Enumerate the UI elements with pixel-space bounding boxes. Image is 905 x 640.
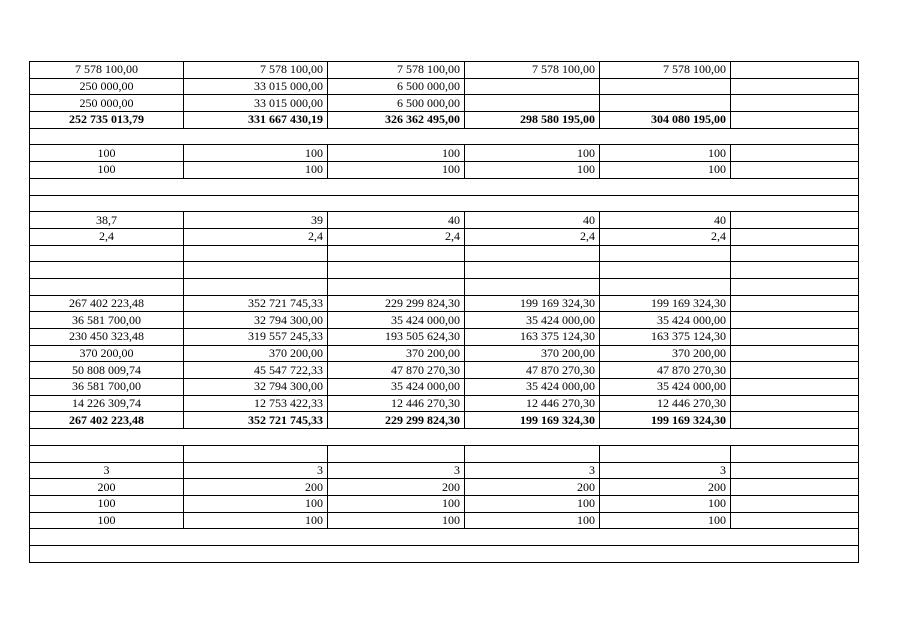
table-cell: 12 446 270,30 <box>465 395 600 412</box>
table-row <box>30 78 859 95</box>
table-row <box>30 379 859 396</box>
table-cell: 7 578 100,00 <box>328 62 465 79</box>
table-row <box>30 178 859 195</box>
table-row <box>30 95 859 112</box>
table-cell <box>465 278 600 295</box>
table-cell: 3 <box>465 462 600 479</box>
table-cell <box>465 245 600 262</box>
table-cell: 100 <box>600 512 731 529</box>
table-cell: 47 870 270,30 <box>465 362 600 379</box>
table-cell <box>731 62 859 79</box>
table-cell: 14 226 309,74 <box>30 395 184 412</box>
table-cell: 100 <box>600 145 731 162</box>
table-total-cell: 199 169 324,30 <box>465 412 600 429</box>
table-cell: 200 <box>30 479 184 496</box>
table-cell: 100 <box>30 495 184 512</box>
table-cell <box>731 295 859 312</box>
table-cell: 100 <box>600 495 731 512</box>
table-cell: 35 424 000,00 <box>600 379 731 396</box>
table-spacer-cell <box>30 545 859 562</box>
table-cell: 100 <box>465 495 600 512</box>
table-row <box>30 262 859 279</box>
table-total-cell <box>731 412 859 429</box>
table-cell <box>600 278 731 295</box>
table-cell: 193 505 624,30 <box>328 329 465 346</box>
table-cell: 47 870 270,30 <box>600 362 731 379</box>
table-cell: 267 402 223,48 <box>30 295 184 312</box>
table-total-cell <box>731 112 859 129</box>
table-cell <box>465 262 600 279</box>
table-cell <box>731 362 859 379</box>
table-row <box>30 362 859 379</box>
table-cell: 2,4 <box>184 228 328 245</box>
table-total-cell: 229 299 824,30 <box>328 412 465 429</box>
table-cell: 35 424 000,00 <box>465 312 600 329</box>
table-cell <box>731 212 859 229</box>
table-row <box>30 145 859 162</box>
table-cell: 100 <box>600 162 731 179</box>
table-cell <box>184 262 328 279</box>
table-cell <box>731 512 859 529</box>
table-cell <box>30 245 184 262</box>
table-cell: 35 424 000,00 <box>465 379 600 396</box>
table-total-cell: 304 080 195,00 <box>600 112 731 129</box>
table-total-cell: 267 402 223,48 <box>30 412 184 429</box>
table-cell <box>731 95 859 112</box>
table-cell: 2,4 <box>600 228 731 245</box>
table-cell <box>184 245 328 262</box>
table-cell: 200 <box>465 479 600 496</box>
table-row <box>30 412 859 429</box>
table-spacer-cell <box>30 128 859 145</box>
table-cell <box>465 78 600 95</box>
table-cell: 12 446 270,30 <box>328 395 465 412</box>
table-cell <box>600 95 731 112</box>
table-row <box>30 479 859 496</box>
table-cell <box>30 262 184 279</box>
table-cell: 200 <box>328 479 465 496</box>
table-cell: 35 424 000,00 <box>600 312 731 329</box>
table-spacer-cell <box>30 195 859 212</box>
table-cell: 100 <box>328 145 465 162</box>
table-cell <box>731 245 859 262</box>
table-spacer-cell <box>30 178 859 195</box>
table-cell: 33 015 000,00 <box>184 78 328 95</box>
table-cell <box>731 395 859 412</box>
table-cell <box>328 445 465 462</box>
table-cell <box>731 479 859 496</box>
table-cell: 370 200,00 <box>184 345 328 362</box>
table-row <box>30 345 859 362</box>
table-cell: 199 169 324,30 <box>465 295 600 312</box>
table-cell <box>328 262 465 279</box>
table-cell: 50 808 009,74 <box>30 362 184 379</box>
table-cell: 2,4 <box>465 228 600 245</box>
table-cell: 100 <box>328 512 465 529</box>
table-cell <box>731 78 859 95</box>
table-row <box>30 195 859 212</box>
table-row <box>30 62 859 79</box>
table-row <box>30 245 859 262</box>
table-row <box>30 462 859 479</box>
table-cell: 6 500 000,00 <box>328 78 465 95</box>
table-cell: 100 <box>328 162 465 179</box>
table-cell: 32 794 300,00 <box>184 379 328 396</box>
table-cell: 250 000,00 <box>30 78 184 95</box>
table-total-cell: 252 735 013,79 <box>30 112 184 129</box>
table-cell: 370 200,00 <box>465 345 600 362</box>
table-cell: 100 <box>30 162 184 179</box>
table-row <box>30 445 859 462</box>
table-cell: 3 <box>328 462 465 479</box>
table-cell: 163 375 124,30 <box>465 329 600 346</box>
table-row <box>30 128 859 145</box>
table-cell: 229 299 824,30 <box>328 295 465 312</box>
table-cell <box>731 462 859 479</box>
table-total-cell: 352 721 745,33 <box>184 412 328 429</box>
table-cell <box>731 228 859 245</box>
table-row <box>30 112 859 129</box>
table-cell: 3 <box>184 462 328 479</box>
table-cell: 352 721 745,33 <box>184 295 328 312</box>
table-cell: 100 <box>30 512 184 529</box>
financial-table <box>29 61 859 563</box>
table-cell <box>731 145 859 162</box>
table-total-cell: 331 667 430,19 <box>184 112 328 129</box>
table-cell: 2,4 <box>328 228 465 245</box>
table-cell: 100 <box>184 145 328 162</box>
table-cell <box>731 329 859 346</box>
table-total-cell: 298 580 195,00 <box>465 112 600 129</box>
table-cell <box>600 262 731 279</box>
table-cell <box>731 495 859 512</box>
table-cell: 100 <box>184 512 328 529</box>
table-row <box>30 429 859 446</box>
table-cell: 100 <box>465 145 600 162</box>
table-cell <box>731 262 859 279</box>
table-body <box>30 62 859 563</box>
table-cell <box>328 245 465 262</box>
table-cell: 100 <box>184 162 328 179</box>
table-cell: 36 581 700,00 <box>30 379 184 396</box>
table-cell: 47 870 270,30 <box>328 362 465 379</box>
table-cell <box>30 278 184 295</box>
table-cell <box>30 445 184 462</box>
table-cell: 7 578 100,00 <box>600 62 731 79</box>
table-cell: 3 <box>600 462 731 479</box>
table-row <box>30 295 859 312</box>
table-cell: 370 200,00 <box>30 345 184 362</box>
table-spacer-cell <box>30 429 859 446</box>
table-row <box>30 329 859 346</box>
table-cell: 100 <box>465 162 600 179</box>
table-row <box>30 228 859 245</box>
table-cell <box>731 312 859 329</box>
table-cell: 200 <box>184 479 328 496</box>
table-cell <box>731 345 859 362</box>
table-cell: 199 169 324,30 <box>600 295 731 312</box>
table-row <box>30 212 859 229</box>
table-cell: 36 581 700,00 <box>30 312 184 329</box>
table-row <box>30 545 859 562</box>
table-cell: 40 <box>465 212 600 229</box>
table-total-cell: 326 362 495,00 <box>328 112 465 129</box>
table-cell <box>731 445 859 462</box>
table-cell: 12 753 422,33 <box>184 395 328 412</box>
table-cell: 163 375 124,30 <box>600 329 731 346</box>
table-cell <box>465 95 600 112</box>
table-cell <box>184 278 328 295</box>
table-cell: 200 <box>600 479 731 496</box>
table-cell <box>465 445 600 462</box>
table-cell: 45 547 722,33 <box>184 362 328 379</box>
table-cell: 39 <box>184 212 328 229</box>
table-cell: 2,4 <box>30 228 184 245</box>
table-total-cell: 199 169 324,30 <box>600 412 731 429</box>
table-cell: 230 450 323,48 <box>30 329 184 346</box>
table-row <box>30 495 859 512</box>
table-cell: 7 578 100,00 <box>184 62 328 79</box>
table-cell: 100 <box>465 512 600 529</box>
table-cell: 100 <box>184 495 328 512</box>
table-cell: 12 446 270,30 <box>600 395 731 412</box>
table-cell: 100 <box>328 495 465 512</box>
table-cell <box>600 445 731 462</box>
table-cell: 40 <box>328 212 465 229</box>
table-cell: 319 557 245,33 <box>184 329 328 346</box>
table-cell <box>184 445 328 462</box>
table-row <box>30 162 859 179</box>
table-row <box>30 395 859 412</box>
table-row <box>30 529 859 546</box>
table-cell <box>328 278 465 295</box>
table-spacer-cell <box>30 529 859 546</box>
table-cell <box>731 278 859 295</box>
table-cell <box>731 162 859 179</box>
table-row <box>30 312 859 329</box>
table-cell: 3 <box>30 462 184 479</box>
table-cell <box>731 379 859 396</box>
table-cell: 35 424 000,00 <box>328 312 465 329</box>
table-cell: 32 794 300,00 <box>184 312 328 329</box>
table-cell: 370 200,00 <box>328 345 465 362</box>
table-cell: 6 500 000,00 <box>328 95 465 112</box>
table-row <box>30 278 859 295</box>
table-cell: 7 578 100,00 <box>465 62 600 79</box>
table-cell <box>600 78 731 95</box>
table-cell: 35 424 000,00 <box>328 379 465 396</box>
table-cell: 100 <box>30 145 184 162</box>
table-row <box>30 512 859 529</box>
table-cell: 40 <box>600 212 731 229</box>
table-cell <box>600 245 731 262</box>
table-cell: 7 578 100,00 <box>30 62 184 79</box>
table-cell: 370 200,00 <box>600 345 731 362</box>
table-cell: 33 015 000,00 <box>184 95 328 112</box>
table-cell: 38,7 <box>30 212 184 229</box>
table-cell: 250 000,00 <box>30 95 184 112</box>
